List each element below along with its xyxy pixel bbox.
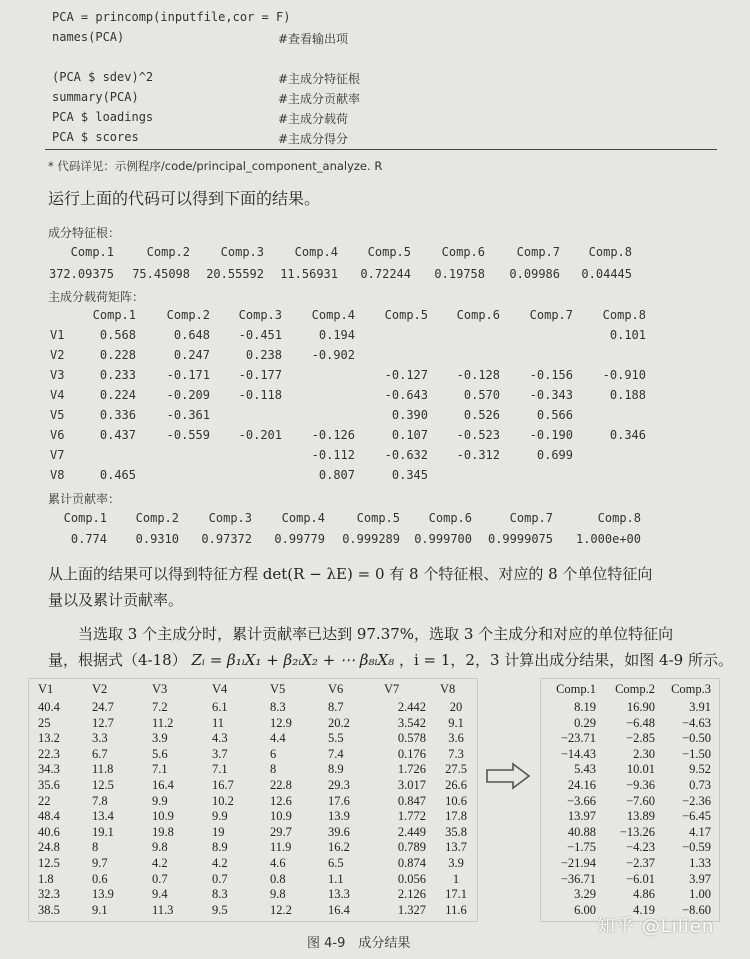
output-cell: −13.26 xyxy=(619,824,655,839)
input-cell: 0.7 xyxy=(212,871,228,886)
input-cell: 12.2 xyxy=(270,902,292,917)
input-cell: 11.9 xyxy=(270,840,292,855)
loadings-cell: 0.699 xyxy=(536,448,573,462)
input-cell: 19 xyxy=(212,824,225,839)
cumulative-value: 0.999289 xyxy=(342,532,400,546)
code-note: * 代码详见：示例程序/code/principal_component_analyze. R xyxy=(48,159,383,173)
output-cell: −2.36 xyxy=(682,793,711,808)
output-cell: 3.91 xyxy=(689,700,711,714)
cumulative-header: Comp.7 xyxy=(509,511,553,525)
input-cell: 10.6 xyxy=(445,793,467,808)
input-cell: 4.2 xyxy=(212,856,228,870)
input-cell: 2.449 xyxy=(397,824,426,839)
input-cell: 1.8 xyxy=(38,871,54,886)
loadings-cell: -0.643 xyxy=(384,388,428,402)
input-cell: 7.1 xyxy=(152,762,168,777)
output-cell: −2.85 xyxy=(626,731,655,746)
input-header: V2 xyxy=(92,682,108,696)
loadings-cell: 0.570 xyxy=(463,388,500,402)
input-header: V5 xyxy=(270,682,286,696)
input-cell: 13.4 xyxy=(92,809,114,824)
eigen-value: 0.72244 xyxy=(360,267,411,281)
code-comment: #主成分得分 xyxy=(278,132,349,146)
input-cell: 4.4 xyxy=(270,731,286,746)
cumulative-header: Comp.4 xyxy=(281,511,325,525)
code-comment: #主成分载荷 xyxy=(278,112,349,126)
input-cell: 8 xyxy=(92,840,99,855)
output-cell: 13.97 xyxy=(567,809,596,824)
output-cell: 3.97 xyxy=(689,871,711,886)
input-cell: 9.7 xyxy=(92,856,108,870)
input-cell: 3.9 xyxy=(448,856,464,870)
input-cell: 3.017 xyxy=(397,778,426,792)
input-cell: 12.5 xyxy=(92,778,114,792)
input-cell: 19.1 xyxy=(92,824,114,839)
input-cell: 7.1 xyxy=(212,762,228,777)
code-divider xyxy=(45,149,717,150)
input-cell: 29.7 xyxy=(270,824,292,839)
loadings-cell: 0.807 xyxy=(318,468,355,482)
input-cell: 0.847 xyxy=(397,793,426,808)
loadings-cell: -0.209 xyxy=(166,388,210,402)
eigen-header: Comp.6 xyxy=(441,245,485,259)
output-cell: 4.19 xyxy=(633,902,655,917)
loadings-cell: 0.526 xyxy=(463,408,500,422)
output-cell: −3.66 xyxy=(567,793,596,808)
cumulative-value: 1.000e+00 xyxy=(575,532,641,546)
output-cell: −4.23 xyxy=(626,840,655,855)
output-cell: 40.88 xyxy=(567,824,596,839)
input-cell: 9.9 xyxy=(212,809,228,824)
loadings-cell: -0.156 xyxy=(529,368,573,382)
right-arrow-icon xyxy=(485,762,531,790)
input-cell: 3.7 xyxy=(212,746,228,761)
input-cell: 0.056 xyxy=(397,871,426,886)
input-cell: 0.7 xyxy=(152,871,168,886)
input-cell: 11.3 xyxy=(152,902,174,917)
input-cell: 13.3 xyxy=(328,887,350,902)
code-comment: #主成分贡献率 xyxy=(278,92,361,106)
input-cell: 1.327 xyxy=(397,902,426,917)
output-header: Comp.3 xyxy=(671,682,711,696)
loadings-cell: 0.233 xyxy=(99,368,136,382)
input-cell: 6.1 xyxy=(212,700,228,714)
loadings-cell: 0.566 xyxy=(536,408,573,422)
loadings-cell: -0.559 xyxy=(166,428,210,442)
loadings-header: Comp.3 xyxy=(238,308,282,322)
figure-caption: 图 4-9 成分结果 xyxy=(307,936,411,951)
formula: Zᵢ = β₁ᵢX₁ + β₂ᵢX₂ + ⋯ β₈ᵢX₈ xyxy=(191,651,395,669)
output-cell: 0.73 xyxy=(689,778,711,792)
loadings-cell: -0.190 xyxy=(529,428,573,442)
code-line: PCA $ loadings xyxy=(52,110,154,124)
input-cell: 12.6 xyxy=(270,793,292,808)
output-header: Comp.2 xyxy=(615,682,655,696)
loadings-header: Comp.6 xyxy=(456,308,500,322)
loadings-header: Comp.4 xyxy=(311,308,355,322)
input-cell: 11.8 xyxy=(92,762,114,777)
input-cell: 5.5 xyxy=(328,731,344,746)
input-cell: 10.2 xyxy=(212,793,234,808)
cumulative-label: 累计贡献率： xyxy=(48,492,121,506)
input-cell: 4.3 xyxy=(212,731,228,746)
input-cell: 25 xyxy=(38,715,51,730)
output-cell: 1.33 xyxy=(689,856,711,870)
input-cell: 10.9 xyxy=(270,809,292,824)
cumulative-value: 0.9999075 xyxy=(487,532,553,546)
input-cell: 0.8 xyxy=(270,871,286,886)
input-cell: 2.126 xyxy=(397,887,426,902)
input-cell: 35.8 xyxy=(445,824,467,839)
cumulative-value: 0.9310 xyxy=(135,532,179,546)
output-cell: −1.75 xyxy=(567,840,596,855)
loadings-cell: 0.390 xyxy=(391,408,428,422)
loadings-cell: -0.632 xyxy=(384,448,428,462)
input-cell: 3.3 xyxy=(92,731,108,746)
watermark: 知乎 @Lilien xyxy=(597,916,715,937)
output-cell: −4.63 xyxy=(682,715,711,730)
output-cell: 4.17 xyxy=(689,824,711,839)
loadings-row-name: V5 xyxy=(50,408,65,422)
output-cell: 24.16 xyxy=(567,778,596,792)
input-cell: 38.5 xyxy=(38,902,60,917)
input-header: V7 xyxy=(384,682,400,696)
loadings-cell: 0.228 xyxy=(99,348,136,362)
cumulative-value: 0.97372 xyxy=(201,532,252,546)
input-cell: 40.4 xyxy=(38,700,60,714)
loadings-cell: 0.101 xyxy=(609,328,646,342)
input-header: V4 xyxy=(212,682,228,696)
loadings-header: Comp.7 xyxy=(529,308,573,322)
cumulative-header: Comp.2 xyxy=(135,511,179,525)
eigen-header: Comp.4 xyxy=(294,245,338,259)
input-cell: 27.5 xyxy=(445,762,467,777)
output-cell: −0.50 xyxy=(682,731,711,746)
loadings-cell: -0.127 xyxy=(384,368,428,382)
para2-suffix: ，i = 1，2，3 计算出成分结果，如图 4-9 所示。 xyxy=(398,651,733,669)
input-cell: 34.3 xyxy=(38,762,60,777)
input-cell: 1.726 xyxy=(397,762,426,777)
output-cell: 5.43 xyxy=(574,762,596,777)
cumulative-value: 0.99779 xyxy=(274,532,325,546)
input-cell: 2.442 xyxy=(397,700,426,714)
input-header: V3 xyxy=(152,682,168,696)
input-cell: 13.9 xyxy=(328,809,350,824)
loadings-cell: 0.188 xyxy=(609,388,646,402)
input-cell: 35.6 xyxy=(38,778,60,792)
loadings-row-name: V3 xyxy=(50,368,65,382)
loadings-row-name: V2 xyxy=(50,348,65,362)
code-comment: #主成分特征根 xyxy=(278,72,361,86)
input-cell: 39.6 xyxy=(328,824,350,839)
input-cell: 8.7 xyxy=(328,700,344,714)
loadings-row-name: V4 xyxy=(50,388,65,402)
eigen-header: Comp.8 xyxy=(588,245,632,259)
input-cell: 8 xyxy=(270,762,277,777)
input-cell: 16.7 xyxy=(212,778,234,792)
output-cell: −0.59 xyxy=(682,840,711,855)
output-cell: −7.60 xyxy=(626,793,655,808)
input-cell: 0.6 xyxy=(92,871,108,886)
input-header: V1 xyxy=(38,682,54,696)
loadings-cell: 0.346 xyxy=(609,428,646,442)
input-cell: 8.9 xyxy=(328,762,344,777)
cumulative-header: Comp.8 xyxy=(597,511,641,525)
eigen-header: Comp.2 xyxy=(146,245,190,259)
input-cell: 3.9 xyxy=(152,731,168,746)
input-cell: 40.6 xyxy=(38,824,60,839)
loadings-cell: -0.523 xyxy=(456,428,500,442)
eigen-value: 75.45098 xyxy=(132,267,190,281)
input-cell: 9.8 xyxy=(152,840,168,855)
loadings-row-name: V8 xyxy=(50,468,65,482)
output-cell: 8.19 xyxy=(574,700,596,714)
cumulative-value: 0.774 xyxy=(70,532,107,546)
cumulative-header: Comp.1 xyxy=(63,511,107,525)
input-header: V8 xyxy=(440,682,456,696)
input-cell: 6.7 xyxy=(92,746,108,761)
output-cell: 10.01 xyxy=(626,762,655,777)
input-cell: 20.2 xyxy=(328,715,350,730)
loadings-cell: -0.361 xyxy=(166,408,210,422)
loadings-cell: -0.118 xyxy=(238,388,282,402)
eigen-value: 20.55592 xyxy=(206,267,264,281)
input-cell: 48.4 xyxy=(38,809,60,824)
loadings-cell: -0.126 xyxy=(311,428,355,442)
loadings-cell: 0.247 xyxy=(173,348,210,362)
input-cell: 1 xyxy=(452,871,460,886)
output-cell: 4.86 xyxy=(633,887,655,902)
input-cell: 6 xyxy=(270,746,277,761)
input-cell: 7.8 xyxy=(92,793,108,808)
input-cell: 9.1 xyxy=(448,715,464,730)
input-cell: 17.6 xyxy=(328,793,350,808)
loadings-cell: -0.171 xyxy=(166,368,210,382)
output-header: Comp.1 xyxy=(556,682,596,696)
input-cell: 0.874 xyxy=(397,856,426,870)
input-cell: 16.4 xyxy=(328,902,350,917)
loadings-cell: 0.345 xyxy=(391,468,428,482)
input-cell: 13.7 xyxy=(445,840,467,855)
loadings-cell: 0.224 xyxy=(99,388,136,402)
input-cell: 3.542 xyxy=(397,715,426,730)
loadings-cell: 0.648 xyxy=(173,328,210,342)
eigen-value: 0.04445 xyxy=(581,267,632,281)
input-cell: 0.789 xyxy=(397,840,426,855)
output-cell: 9.52 xyxy=(689,762,711,777)
loadings-header: Comp.1 xyxy=(92,308,136,322)
code-line: PCA = princomp(inputfile,cor = F) xyxy=(52,10,291,24)
loadings-cell: 0.465 xyxy=(99,468,136,482)
input-cell: 3.6 xyxy=(448,731,464,746)
input-cell: 20 xyxy=(449,700,463,714)
output-cell: −8.60 xyxy=(682,902,711,917)
cumulative-header: Comp.3 xyxy=(208,511,252,525)
eigen-header: Comp.1 xyxy=(70,245,114,259)
output-cell: −6.45 xyxy=(682,809,711,824)
output-cell: 1.00 xyxy=(689,887,711,902)
input-cell: 9.5 xyxy=(212,902,228,917)
eigen-value: 0.09986 xyxy=(509,267,560,281)
eigen-header: Comp.5 xyxy=(367,245,411,259)
input-cell: 1.1 xyxy=(328,871,344,886)
input-cell: 6.5 xyxy=(328,856,344,870)
input-cell: 24.8 xyxy=(38,840,60,855)
input-cell: 9.9 xyxy=(152,793,168,808)
para1-line1: 从上面的结果可以得到特征方程 det(R − λE) = 0 有 8 个特征根、对应的 8 个单位特征向 xyxy=(48,565,653,583)
loadings-cell: -0.177 xyxy=(238,368,282,382)
input-cell: 11.2 xyxy=(152,715,174,730)
input-cell: 1.772 xyxy=(397,809,426,824)
loadings-cell: 0.568 xyxy=(99,328,136,342)
code-line: (PCA $ sdev)^2 xyxy=(52,70,154,84)
loadings-cell: -0.201 xyxy=(238,428,282,442)
input-cell: 12.9 xyxy=(270,715,292,730)
output-cell: −21.94 xyxy=(560,856,596,870)
input-cell: 19.8 xyxy=(152,824,174,839)
intro-text: 运行上面的代码可以得到下面的结果。 xyxy=(48,189,321,208)
input-cell: 4.2 xyxy=(152,856,168,870)
output-cell: −2.37 xyxy=(626,856,655,870)
input-cell: 13.9 xyxy=(92,887,114,902)
input-cell: 24.7 xyxy=(92,700,114,714)
loadings-header: Comp.8 xyxy=(602,308,646,322)
eigen-value: 11.56931 xyxy=(280,267,338,281)
cumulative-header: Comp.6 xyxy=(428,511,472,525)
input-cell: 29.3 xyxy=(328,778,350,792)
output-cell: −6.01 xyxy=(626,871,655,886)
loadings-header: Comp.5 xyxy=(384,308,428,322)
loadings-cell: -0.343 xyxy=(529,388,573,402)
cumulative-value: 0.999700 xyxy=(414,532,472,546)
loadings-row-name: V6 xyxy=(50,428,65,442)
loadings-cell: 0.437 xyxy=(99,428,136,442)
input-cell: 8.3 xyxy=(270,700,286,714)
loadings-cell: -0.902 xyxy=(311,348,355,362)
output-cell: −6.48 xyxy=(626,715,655,730)
loadings-cell: -0.910 xyxy=(602,368,646,382)
input-cell: 22.3 xyxy=(38,746,60,761)
para2-line1: 当选取 3 个主成分时，累计贡献率已达到 97.37%，选取 3 个主成分和对应的单位特征向 xyxy=(78,625,674,643)
input-cell: 12.7 xyxy=(92,715,114,730)
eigen-value: 0.19758 xyxy=(434,267,485,281)
loadings-cell: -0.112 xyxy=(311,448,355,462)
input-cell: 7.3 xyxy=(448,746,464,761)
eigen-value: 372.09375 xyxy=(48,267,114,281)
input-cell: 11 xyxy=(212,715,225,730)
input-cell: 9.1 xyxy=(92,902,108,917)
input-cell: 22 xyxy=(38,793,51,808)
loadings-cell: 0.194 xyxy=(318,328,355,342)
input-cell: 16.4 xyxy=(152,778,174,792)
loadings-cell: -0.451 xyxy=(238,328,282,342)
input-header: V6 xyxy=(328,682,344,696)
output-cell: −1.50 xyxy=(682,746,711,761)
code-comment: #查看输出项 xyxy=(278,32,349,46)
loadings-cell: -0.312 xyxy=(456,448,500,462)
input-cell: 17.8 xyxy=(445,809,467,824)
input-cell: 9.8 xyxy=(270,887,286,902)
output-cell: 3.29 xyxy=(574,887,596,902)
input-cell: 9.4 xyxy=(152,887,168,902)
para2-line2 xyxy=(48,649,733,670)
output-cell: 16.90 xyxy=(626,700,655,714)
eigen-header: Comp.7 xyxy=(516,245,560,259)
output-cell: 6.00 xyxy=(574,902,596,917)
input-cell: 0.578 xyxy=(397,731,426,746)
input-cell: 11.6 xyxy=(445,902,467,917)
loadings-row-name: V1 xyxy=(50,328,65,342)
output-cell: 2.30 xyxy=(633,746,655,761)
input-cell: 22.8 xyxy=(270,778,292,792)
input-cell: 8.9 xyxy=(212,840,228,855)
input-cell: 13.2 xyxy=(38,731,60,746)
input-cell: 8.3 xyxy=(212,887,228,902)
input-cell: 4.6 xyxy=(270,856,286,870)
loadings-header: Comp.2 xyxy=(166,308,210,322)
code-line: summary(PCA) xyxy=(52,90,139,104)
para2-prefix: 量，根据式（4-18） xyxy=(48,651,187,669)
input-cell: 0.176 xyxy=(397,746,426,761)
input-cell: 10.9 xyxy=(152,809,174,824)
input-cell: 7.4 xyxy=(328,746,344,761)
input-cell: 5.6 xyxy=(152,746,168,761)
output-cell: −23.71 xyxy=(560,731,596,746)
input-cell: 17.1 xyxy=(445,887,467,902)
para1-line2: 量以及累计贡献率。 xyxy=(48,591,184,609)
input-cell: 7.2 xyxy=(152,700,168,714)
output-cell: 13.89 xyxy=(626,809,655,824)
loadings-cell: 0.336 xyxy=(99,408,136,422)
input-cell: 16.2 xyxy=(328,840,350,855)
code-line: names(PCA) xyxy=(52,30,125,44)
code-line: PCA $ scores xyxy=(52,130,139,144)
loadings-cell: 0.238 xyxy=(245,348,282,362)
loadings-row-name: V7 xyxy=(50,448,65,462)
input-cell: 32.3 xyxy=(38,887,60,902)
output-cell: −14.43 xyxy=(560,746,596,761)
loadings-cell: 0.107 xyxy=(391,428,428,442)
loadings-cell: -0.128 xyxy=(456,368,500,382)
loadings-label: 主成分载荷矩阵： xyxy=(48,290,145,304)
output-cell: −9.36 xyxy=(626,778,655,792)
eigen-header: Comp.3 xyxy=(220,245,264,259)
input-cell: 26.6 xyxy=(445,778,467,792)
output-cell: 0.29 xyxy=(574,715,596,730)
eigen-label: 成分特征根： xyxy=(48,226,121,240)
input-cell: 12.5 xyxy=(38,856,60,870)
output-cell: −36.71 xyxy=(560,871,596,886)
cumulative-header: Comp.5 xyxy=(356,511,400,525)
